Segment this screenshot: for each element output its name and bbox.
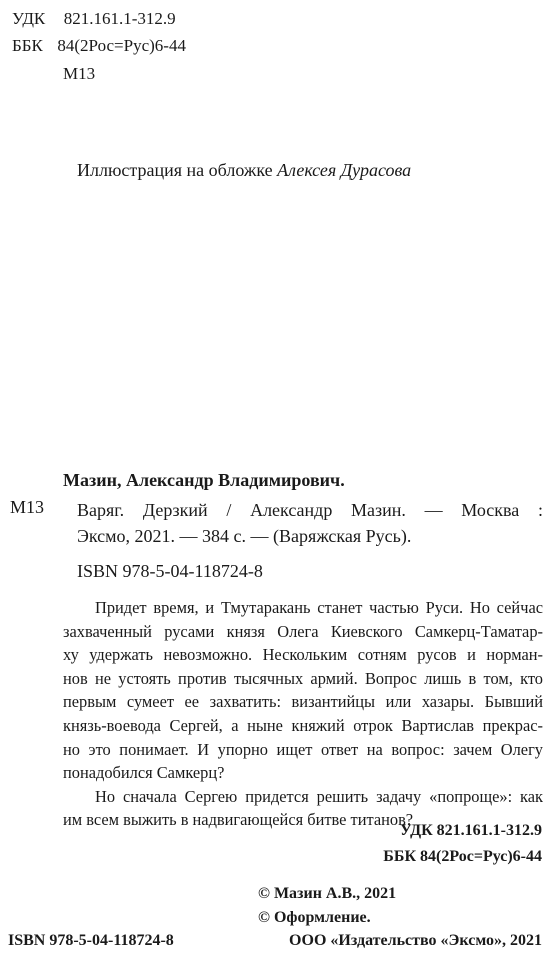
classification-udk: УДК 821.161.1-312.9 [399, 822, 542, 839]
annotation-line: Придет время, и Тмутаракань станет частью Руси. Но сейчас [95, 598, 543, 617]
header-udk [12, 9, 176, 29]
record-isbn: ISBN 978-5-04-118724-8 [77, 561, 263, 581]
annotation-line: захваченный русами князя Олега Киевского Самкерц-Таматар- [63, 621, 543, 641]
header-bbk [12, 36, 186, 56]
record-description [77, 497, 543, 549]
header-udk-label: УДК [12, 9, 46, 28]
header-bbk-label: ББК [12, 36, 43, 55]
header-bbk-value: 84(2Рос=Рус)6-44 [57, 36, 186, 55]
annotation [63, 596, 543, 832]
illustration-credit [77, 160, 411, 181]
illustration-artist: Алексея Дурасова [277, 160, 412, 180]
description-line: Эксмо, 2021. — 384 с. — (Варяжская Русь). [77, 526, 412, 546]
header-udk-value: 821.161.1-312.9 [63, 9, 176, 28]
header-author-sign: М13 [63, 64, 96, 83]
copyright-design: © Оформление. [258, 909, 371, 926]
annotation-line: ху удержать невозможно. Нескольким сотням русов и норман- [63, 645, 543, 665]
illustration-prefix: Иллюстрация на обложке [77, 160, 273, 180]
footer-isbn: ISBN 978-5-04-118724-8 [8, 932, 174, 949]
annotation-line: первым сумеет ее захватить: византийцы или хазары. Бывший [63, 692, 543, 712]
annotation-line: князь-воевода Сергей, а ныне княжий отрок Вартислав прекрас- [63, 715, 543, 735]
annotation-line: но это понимает. И упорно ищет ответ на вопрос: зачем Олегу [63, 739, 543, 759]
annotation-paragraph-1 [63, 596, 543, 785]
annotation-line: понадобился Самкерц? [63, 763, 225, 783]
copyright-author: © Мазин А.В., 2021 [258, 885, 397, 902]
copyright-publisher: ООО «Издательство «Эксмо», 2021 [289, 932, 542, 949]
classification-bbk: ББК 84(2Рос=Рус)6-44 [383, 848, 542, 865]
author-heading: Мазин, Александр Владимирович. [63, 470, 345, 490]
annotation-line: им всем выжить в надвигающейся битве титанов? [63, 810, 414, 830]
description-line: Варяг. Дерзкий / Александр Мазин. — Москва : [77, 500, 543, 520]
annotation-line: Но сначала Сергею придется решить задачу «попроще»: как [95, 786, 543, 806]
record-author-sign: М13 [10, 497, 45, 517]
annotation-line: нов не устоять против тысячных армий. Вопрос лишь в том, кто [63, 668, 543, 688]
